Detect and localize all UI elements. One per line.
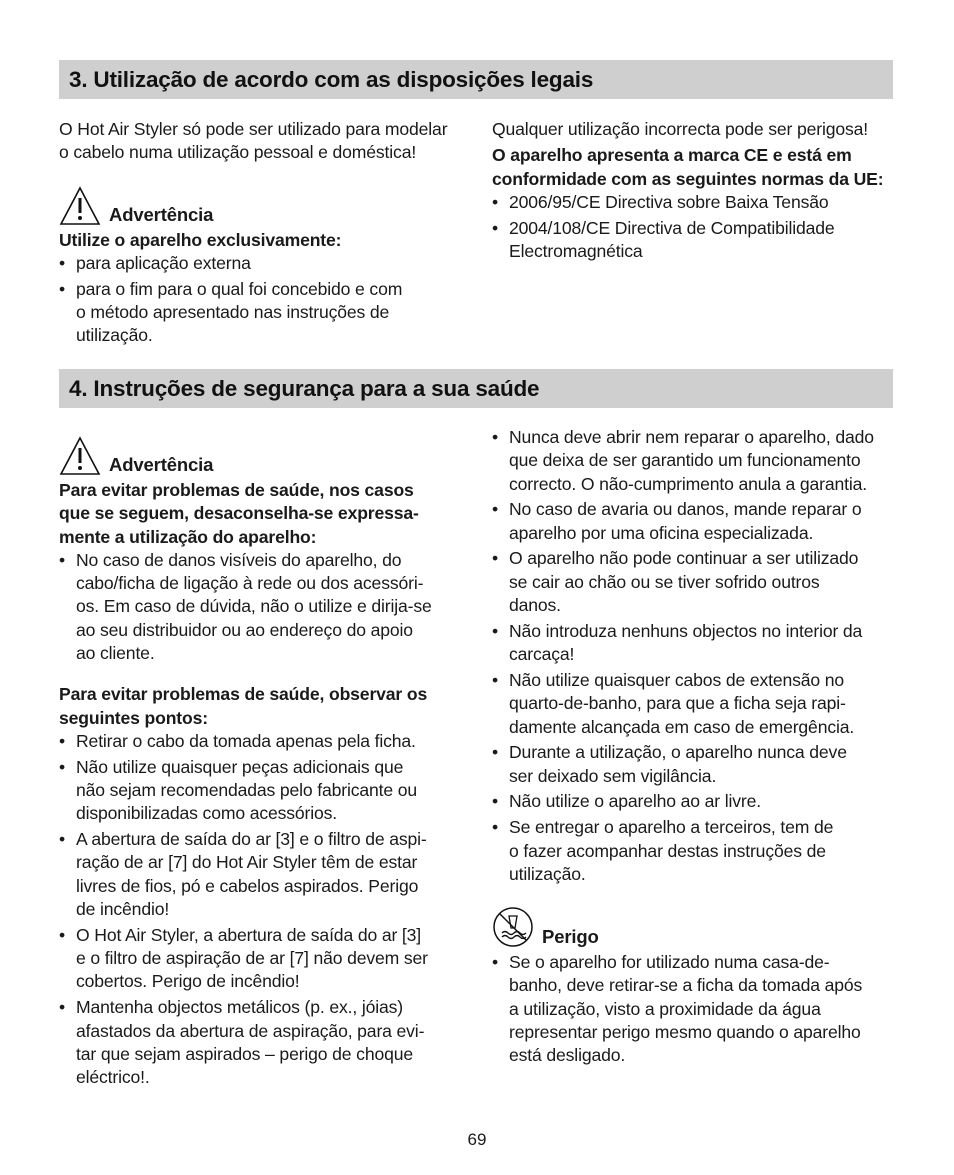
section4-left-list1	[59, 549, 474, 665]
list-item: • 2004/108/CE Directiva de Compatibilidade Electromagnética	[492, 217, 902, 264]
section4-left-column	[59, 432, 474, 1092]
warning-triangle-icon	[59, 436, 101, 476]
section4-danger-list	[492, 951, 912, 1067]
list-item: • O aparelho não pode continuar a ser utilizado se cair ao chão ou se tiver sofrido outros danos.	[492, 547, 912, 617]
list-item: • Retirar o cabo da tomada apenas pela ficha.	[59, 730, 474, 753]
warning-triangle-icon	[59, 186, 101, 226]
section3-right-list	[492, 191, 902, 263]
section4-danger	[492, 904, 912, 948]
list-item: • Se o aparelho for utilizado numa casa-de- banho, deve retirar-se a ficha da tomada após a utilização, visto a proximidade da água representar perigo mesmo quando o aparelho está desligado.	[492, 951, 912, 1067]
section3-ce-heading: O aparelho apresenta a marca CE e está em conformidade com as seguintes normas da UE:	[492, 145, 884, 189]
section4-left-list2	[59, 730, 474, 1089]
list-item: • No caso de avaria ou danos, mande reparar o aparelho por uma oficina especializada.	[492, 498, 912, 545]
list-item: • para aplicação externa	[59, 252, 469, 275]
section4-warning	[59, 432, 474, 476]
list-item: • Não utilize o aparelho ao ar livre.	[492, 790, 912, 813]
list-item: • O Hot Air Styler, a abertura de saída do ar [3] e o filtro de aspiração de ar [7] não devem ser cobertos. Perigo de incêndio!	[59, 924, 474, 994]
section4-right-column	[492, 426, 912, 1070]
section3-warning-label: Advertência	[109, 203, 214, 225]
list-item: • Nunca deve abrir nem reparar o aparelho, dado que deixa de ser garantido um funcionamento correcto. O não-cumprimento anula a garantia.	[492, 426, 912, 496]
section3-header	[59, 60, 893, 99]
list-item: • Não utilize quaisquer peças adicionais que não sejam recomendadas pelo fabricante ou disponibilizadas como acessórios.	[59, 756, 474, 826]
section3-exclusive-heading: Utilize o aparelho exclusivamente:	[59, 229, 342, 250]
list-item: • Se entregar o aparelho a terceiros, tem de o fazer acompanhar destas instruções de utilização.	[492, 816, 912, 886]
list-item: • Não introduza nenhuns objectos no interior da carcaça!	[492, 620, 912, 667]
no-water-icon	[492, 906, 534, 948]
section3-left-column	[59, 118, 469, 350]
section4-heading2: Para evitar problemas de saúde, observar os seguintes pontos:	[59, 684, 428, 728]
list-item: • Mantenha objectos metálicos (p. ex., jóias) afastados da abertura de aspiração, para evi- tar que sejam aspirados – perigo de choque eléctrico!.	[59, 996, 474, 1089]
page-number: 69	[467, 1130, 487, 1149]
section4-right-list	[492, 426, 912, 886]
section4-danger-label: Perigo	[542, 926, 599, 948]
section3-title: 3. Utilização de acordo com as disposições legais	[69, 66, 594, 92]
list-item: • para o fim para o qual foi concebido e com o método apresentado nas instruções de utilização.	[59, 278, 469, 348]
section4-header	[59, 369, 893, 408]
section4-warning-label: Advertência	[109, 454, 214, 475]
section4-title: 4. Instruções de segurança para a sua saúde	[69, 375, 540, 401]
section4-heading1: Para evitar problemas de saúde, nos casos que se seguem, desaconselha-se expressa- mente a utilização do aparelho:	[59, 480, 419, 547]
list-item: • Não utilize quaisquer cabos de extensão no quarto-de-banho, para que a ficha seja rapi- damente alcançada em caso de emergência.	[492, 669, 912, 739]
section3-intro: O Hot Air Styler só pode ser utilizado para modelar o cabelo numa utilização pessoal e doméstica!	[59, 119, 448, 163]
list-item: • No caso de danos visíveis do aparelho, do cabo/ficha de ligação à rede ou dos acessóri- os. Em caso de dúvida, não o utilize e dirija-se ao seu distribuidor ou ao endereço do apoio ao cliente.	[59, 549, 474, 665]
section3-warning	[59, 182, 469, 226]
section3-right-column	[492, 118, 902, 266]
list-item: • Durante a utilização, o aparelho nunca deve ser deixado sem vigilância.	[492, 741, 912, 788]
list-item: • 2006/95/CE Directiva sobre Baixa Tensão	[492, 191, 902, 214]
list-item: • A abertura de saída do ar [3] e o filtro de aspi- ração de ar [7] do Hot Air Styler têm de estar livres de fios, pó e cabelos aspirados. Perigo de incêndio!	[59, 828, 474, 921]
section3-right-intro: Qualquer utilização incorrecta pode ser perigosa!	[492, 119, 869, 139]
section3-left-list	[59, 252, 469, 348]
